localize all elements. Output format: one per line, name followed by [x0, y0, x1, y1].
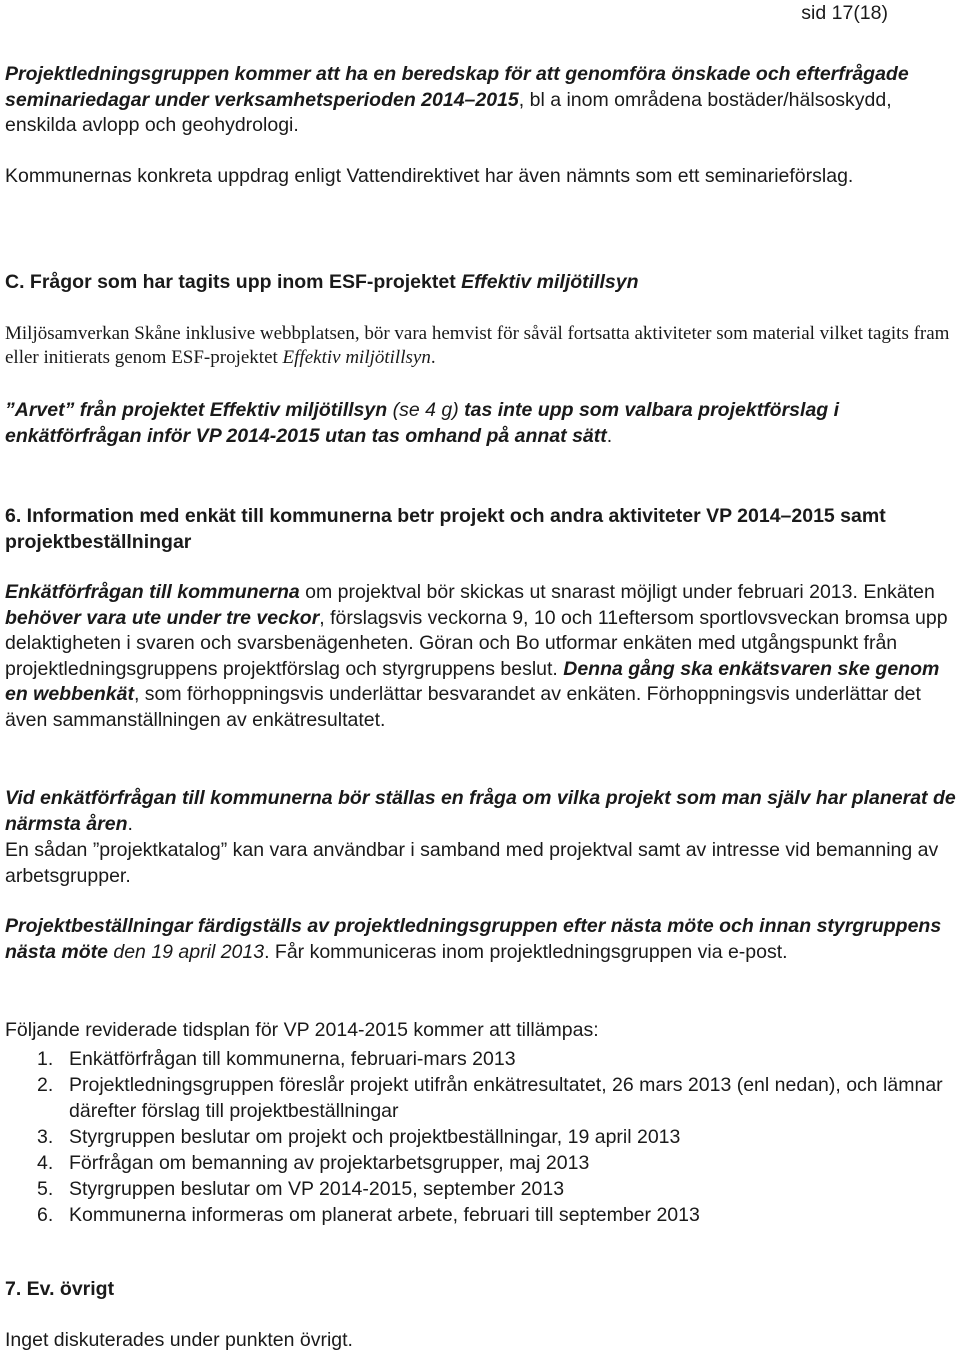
section-c-heading — [5, 270, 957, 296]
list-item — [5, 1202, 957, 1228]
p2-end: . — [127, 812, 133, 835]
intro-paragraph-2: Kommunernas konkreta uppdrag enligt Vattendirektivet har även nämnts som ett seminarieförslag. — [5, 165, 854, 187]
timeline-list — [5, 1046, 957, 1228]
p1-text-a: om projektval bör skickas ut snarast möjligt under februari 2013. Enkäten — [299, 581, 935, 603]
intro-emphasis: Projektledningsgruppen kommer att ha en beredskap för att genomföra önskade och efterfrågade seminariedagar under verksamhetsperioden 2014–2015 — [5, 63, 909, 111]
page-number: sid 17(18) — [801, 2, 888, 24]
list-item — [5, 1046, 957, 1072]
list-item-number: 6. — [37, 1204, 54, 1226]
list-item-text: Förfrågan om bemanning av projektarbetsgrupper, maj 2013 — [69, 1152, 590, 1174]
section-6-paragraph-2 — [5, 786, 957, 837]
arvet-end: . — [606, 424, 613, 447]
section-c-paragraph — [5, 322, 957, 370]
p2-emphasis: Vid enkätförfrågan till kommunerna bör ställas en fråga om vilka projekt som man själv har planerat de närmsta åren — [5, 787, 956, 835]
list-item-text: Styrgruppen beslutar om VP 2014-2015, september 2013 — [69, 1178, 565, 1200]
list-item-number: 3. — [37, 1126, 54, 1148]
p3-date: den 19 april 2013 — [107, 940, 265, 963]
intro-rest: , bl a inom områdena bostäder/hälsoskydd, enskilda avlopp och geohydrologi. — [5, 88, 892, 136]
section-c-heading-text: C. Frågor som har tagits upp inom ESF-projektet — [5, 271, 462, 293]
section-c-paragraph-project: Effektiv miljötillsyn — [282, 347, 431, 368]
arvet-decision: tas inte upp som valbara projektförslag i enkätförfrågan inför VP 2014-2015 utan tas omhand på annat sätt — [5, 399, 840, 447]
p1-text-c: , som förhoppningsvis underlättar besvarandet av enkäten. Förhoppningsvis underlättar det även sammanställningen av enkätresultatet. — [5, 683, 921, 731]
p3-rest: . Får kommuniceras inom projektledningsgruppen via e-post. — [264, 940, 788, 963]
list-item-text: Projektledningsgruppen föreslår projekt utifrån enkätresultatet, 26 mars 2013 (enl nedan), och lämnar därefter förslag till projektbeställningar — [69, 1074, 943, 1122]
arvet-title: ”Arvet” från projektet Effektiv miljötillsyn — [5, 399, 388, 421]
list-item-text: Enkätförfrågan till kommunerna, februari-mars 2013 — [69, 1048, 516, 1070]
list-item-number: 1. — [37, 1048, 54, 1070]
list-item-number: 4. — [37, 1152, 54, 1174]
arvet-reference: (se 4 g) — [387, 399, 465, 421]
section-7-text: Inget diskuterades under punkten övrigt. — [5, 1329, 353, 1351]
list-item — [5, 1176, 957, 1202]
section-c-paragraph-text: Miljösamverkan Skåne inklusive webbplatsen, bör vara hemvist för såväl fortsatta aktiviteter som material vilket tagits fram eller initierats genom ESF-projektet — [5, 323, 950, 368]
intro-paragraph — [5, 62, 957, 139]
p1-emphasis-2: behöver vara ute under tre veckor — [5, 606, 320, 629]
section-6-heading: 6. Information med enkät till kommunerna betr projekt och andra aktiviteter VP 2014–2015 samt projektbeställningar — [5, 505, 886, 553]
section-6-paragraph-1 — [5, 580, 957, 733]
section-7-heading: 7. Ev. övrigt — [5, 1278, 115, 1300]
list-item — [5, 1124, 957, 1150]
list-item-number: 2. — [37, 1074, 54, 1096]
section-6-paragraph-3: En sådan ”projektkatalog” kan vara användbar i samband med projektval samt av intresse vid bemanning av arbetsgrupper. — [5, 839, 939, 887]
list-item-number: 5. — [37, 1178, 54, 1200]
p1-emphasis-3: Denna gång ska enkätsvaren ske genom en webbenkät — [5, 657, 940, 705]
arvet-paragraph — [5, 398, 957, 449]
list-item-text: Styrgruppen beslutar om projekt och projektbeställningar, 19 april 2013 — [69, 1126, 681, 1148]
timeline-intro: Följande reviderade tidsplan för VP 2014-2015 kommer att tillämpas: — [5, 1019, 599, 1041]
section-6-paragraph-4 — [5, 914, 957, 965]
section-c-heading-project: Effektiv miljötillsyn — [461, 271, 639, 293]
list-item — [5, 1150, 957, 1176]
p3-emphasis: Projektbeställningar färdigställs av projektledningsgruppen efter nästa möte och innan styrgruppens nästa möte — [5, 915, 942, 963]
list-item-text: Kommunerna informeras om planerat arbete, februari till september 2013 — [69, 1204, 700, 1226]
section-c-paragraph-end: . — [430, 347, 436, 368]
p1-text-b: , förslagsvis veckorna 9, 10 och 11eftersom sportlovsveckan bromsa upp delaktigheten i svaren och svarsbenägenheten. Göran och Bo utformar enkäten med utgångspunkt från projektledningsgruppens projektförslag och styrgruppens beslut. — [5, 606, 948, 680]
list-item — [5, 1072, 957, 1124]
p1-emphasis-1: Enkätförfrågan till kommunerna — [5, 581, 300, 603]
